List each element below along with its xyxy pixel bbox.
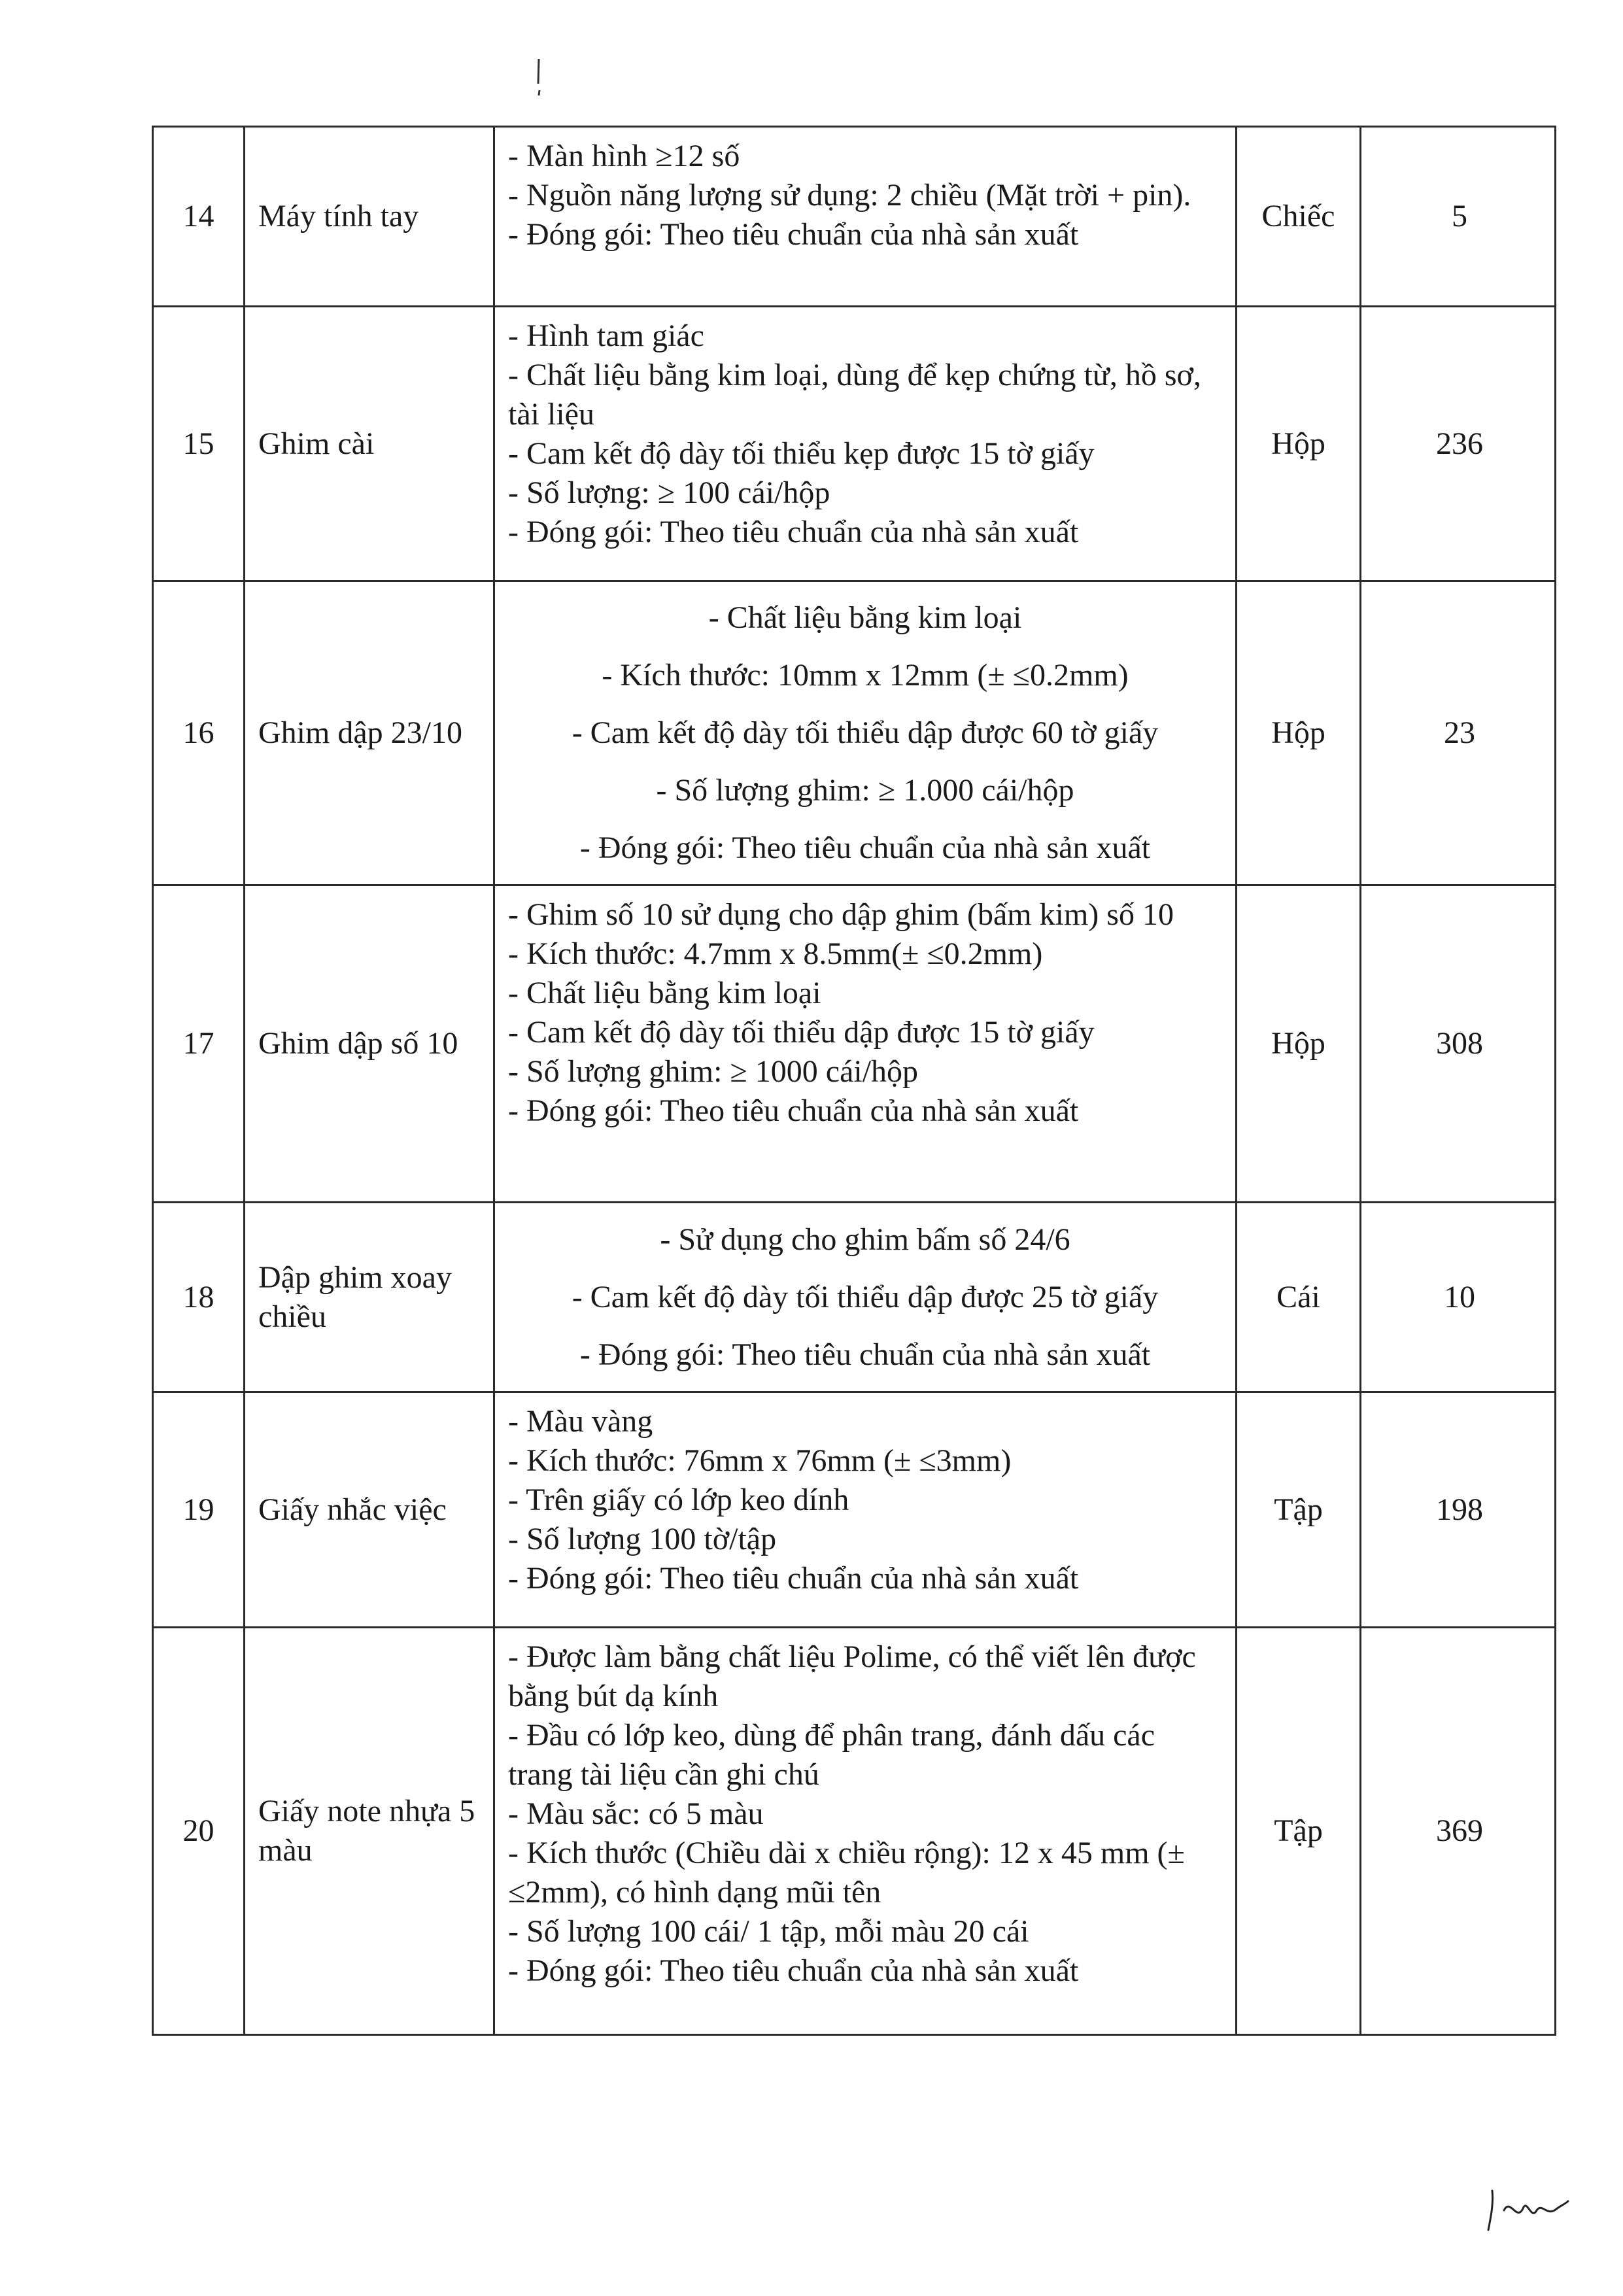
table-row bbox=[154, 582, 1554, 886]
item-name: Giấy nhắc việc bbox=[245, 1393, 495, 1626]
row-number: 16 bbox=[154, 582, 245, 884]
spec-line: - Chất liệu bằng kim loại, dùng để kẹp chứng từ, hồ sơ, tài liệu bbox=[508, 358, 1201, 432]
spec-line: - Chất liệu bằng kim loại bbox=[708, 600, 1022, 635]
table-row bbox=[154, 886, 1554, 1203]
item-quantity: 5 bbox=[1452, 199, 1467, 233]
row-number: 17 bbox=[154, 886, 245, 1201]
spec-line: - Số lượng 100 tờ/tập bbox=[508, 1522, 777, 1556]
spec-line: - Đóng gói: Theo tiêu chuẩn của nhà sản xuất bbox=[508, 1953, 1079, 1988]
spec-line: - Sử dụng cho ghim bấm số 24/6 bbox=[660, 1222, 1070, 1257]
table-row bbox=[154, 1628, 1554, 2034]
spec-line: - Cam kết độ dày tối thiểu kẹp được 15 tờ giấy bbox=[508, 436, 1095, 471]
item-quantity: 236 bbox=[1436, 426, 1483, 461]
item-name: Ghim cài bbox=[245, 307, 495, 580]
item-unit: Hộp bbox=[1237, 582, 1361, 884]
spec-line: - Số lượng 100 cái/ 1 tập, mỗi màu 20 cái bbox=[508, 1914, 1029, 1949]
spec-line: - Kích thước: 10mm x 12mm (± ≤0.2mm) bbox=[602, 658, 1129, 693]
spec-line: - Ghim số 10 sử dụng cho dập ghim (bấm kim) số 10 bbox=[508, 897, 1174, 932]
item-unit: Hộp bbox=[1237, 307, 1361, 580]
spec-line: - Số lượng ghim: ≥ 1000 cái/hộp bbox=[508, 1054, 919, 1089]
spec-line: - Đóng gói: Theo tiêu chuẩn của nhà sản xuất bbox=[508, 217, 1079, 252]
spec-line: - Trên giấy có lớp keo dính bbox=[508, 1482, 849, 1517]
spec-line: - Kích thước: 76mm x 76mm (± ≤3mm) bbox=[508, 1443, 1012, 1478]
spec-line: - Đóng gói: Theo tiêu chuẩn của nhà sản xuất bbox=[508, 1093, 1079, 1128]
item-name: Dập ghim xoay chiều bbox=[245, 1203, 495, 1391]
pen-mark bbox=[536, 58, 541, 97]
spec-line: - Nguồn năng lượng sử dụng: 2 chiều (Mặt trời + pin). bbox=[508, 178, 1191, 213]
item-unit: Cái bbox=[1237, 1203, 1361, 1391]
item-name: Ghim dập 23/10 bbox=[245, 582, 495, 884]
row-number: 18 bbox=[154, 1203, 245, 1391]
item-spec bbox=[495, 582, 1237, 884]
spec-line: - Hình tam giác bbox=[508, 318, 704, 353]
row-number: 15 bbox=[154, 307, 245, 580]
spec-line: - Số lượng ghim: ≥ 1.000 cái/hộp bbox=[656, 773, 1074, 808]
item-spec bbox=[495, 1628, 1237, 2034]
spec-line: - Màu vàng bbox=[508, 1404, 653, 1439]
item-spec bbox=[495, 307, 1237, 580]
item-spec bbox=[495, 1203, 1237, 1391]
table-row bbox=[154, 307, 1554, 582]
table-row bbox=[154, 1203, 1554, 1393]
item-unit: Tập bbox=[1237, 1628, 1361, 2034]
item-quantity: 308 bbox=[1436, 1026, 1483, 1061]
item-unit: Tập bbox=[1237, 1393, 1361, 1626]
spec-line: - Đóng gói: Theo tiêu chuẩn của nhà sản xuất bbox=[579, 1337, 1151, 1372]
item-quantity: 369 bbox=[1436, 1813, 1483, 1848]
item-quantity: 10 bbox=[1444, 1279, 1475, 1314]
item-name: Máy tính tay bbox=[245, 128, 495, 305]
item-spec bbox=[495, 1393, 1237, 1626]
table-row bbox=[154, 1393, 1554, 1628]
table-row bbox=[154, 128, 1554, 307]
row-number: 20 bbox=[154, 1628, 245, 2034]
spec-line: - Cam kết độ dày tối thiểu dập được 15 tờ giấy bbox=[508, 1015, 1095, 1050]
spec-line: - Đóng gói: Theo tiêu chuẩn của nhà sản xuất bbox=[579, 831, 1151, 865]
spec-line: - Được làm bằng chất liệu Polime, có thể viết lên được bằng bút dạ kính bbox=[508, 1639, 1196, 1713]
item-unit: Hộp bbox=[1237, 886, 1361, 1201]
spec-line: - Cam kết độ dày tối thiểu dập được 60 tờ giấy bbox=[572, 715, 1159, 750]
spec-line: - Kích thước: 4.7mm x 8.5mm(± ≤0.2mm) bbox=[508, 936, 1043, 971]
item-quantity: 23 bbox=[1444, 715, 1475, 750]
item-unit: Chiếc bbox=[1237, 128, 1361, 305]
spec-line: - Đóng gói: Theo tiêu chuẩn của nhà sản xuất bbox=[508, 515, 1079, 549]
spec-line: - Màu sắc: có 5 màu bbox=[508, 1796, 764, 1831]
row-number: 14 bbox=[154, 128, 245, 305]
spec-line: - Cam kết độ dày tối thiểu dập được 25 tờ giấy bbox=[572, 1279, 1159, 1314]
handwritten-signature bbox=[1484, 2184, 1569, 2236]
spec-line: - Đóng gói: Theo tiêu chuẩn của nhà sản xuất bbox=[508, 1561, 1079, 1596]
row-number: 19 bbox=[154, 1393, 245, 1626]
spec-line: - Màn hình ≥12 số bbox=[508, 139, 740, 173]
spec-line: - Số lượng: ≥ 100 cái/hộp bbox=[508, 475, 830, 510]
spec-line: - Đầu có lớp keo, dùng để phân trang, đánh dấu các trang tài liệu cần ghi chú bbox=[508, 1718, 1155, 1792]
product-spec-table bbox=[152, 126, 1556, 2036]
item-quantity: 198 bbox=[1436, 1492, 1483, 1527]
spec-line: - Chất liệu bằng kim loại bbox=[508, 976, 821, 1010]
spec-line: - Kích thước (Chiều dài x chiều rộng): 12 x 45 mm (± ≤2mm), có hình dạng mũi tên bbox=[508, 1836, 1185, 1910]
item-spec bbox=[495, 128, 1237, 305]
item-name: Ghim dập số 10 bbox=[245, 886, 495, 1201]
item-name: Giấy note nhựa 5 màu bbox=[245, 1628, 495, 2034]
item-spec bbox=[495, 886, 1237, 1201]
